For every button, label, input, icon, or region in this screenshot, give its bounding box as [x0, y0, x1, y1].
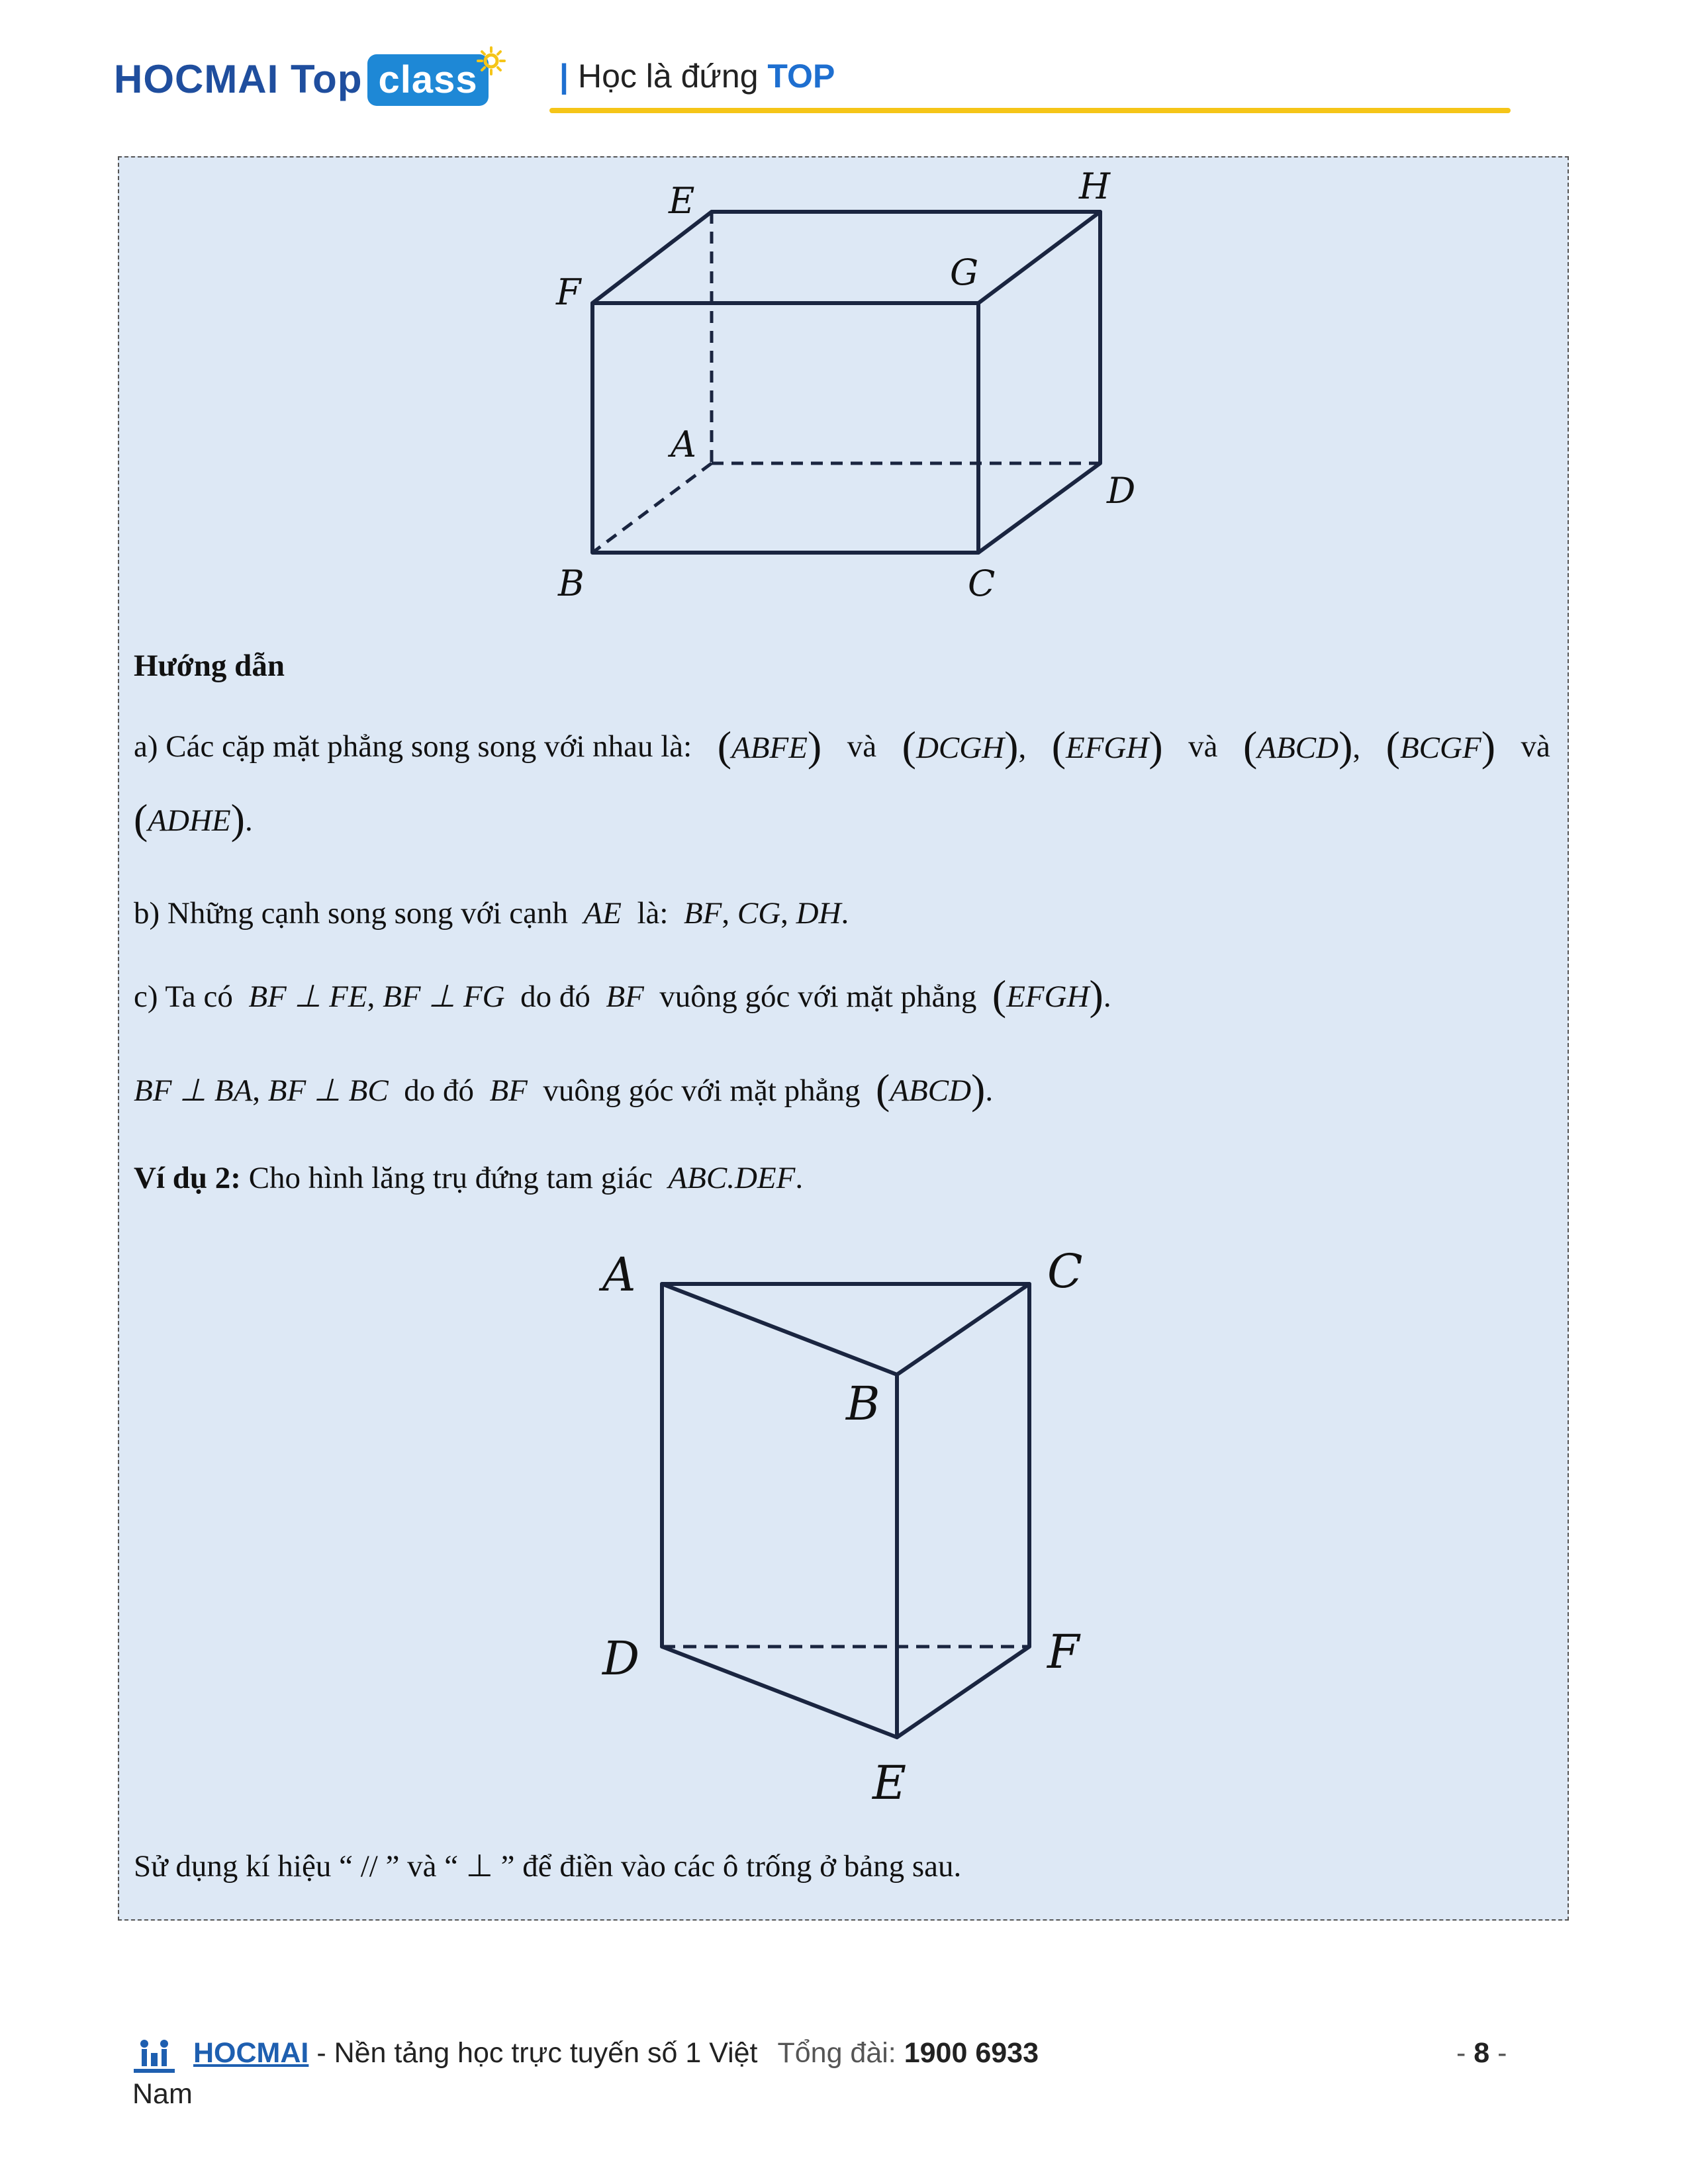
footer-brand-link[interactable]: HOCMAI [193, 2037, 309, 2069]
footer-slogan-continued: Nam [132, 2078, 193, 2110]
prism-figure [583, 1231, 1112, 1813]
edge-dh: DH [796, 896, 841, 931]
footer-slogan: - Nền tảng học trực tuyến số 1 Việt [308, 2037, 758, 2069]
header-tagline [559, 57, 835, 95]
vertex-label-f: F [556, 271, 581, 313]
page-prefix: - [1456, 2037, 1474, 2069]
tagline-bar: | [559, 58, 569, 95]
page-suffix: - [1489, 2037, 1507, 2069]
line-a-prefix: a) Các cặp mặt phẳng song song với nhau là: [134, 729, 692, 764]
solution-line-c: c) Ta có BF ⊥ FE, BF ⊥ FG do đó BF vuông góc với mặt phẳng (EFGH). [134, 972, 1111, 1019]
logo-top-text: Top [290, 57, 363, 101]
tagline-text: Học là đứng [578, 58, 759, 95]
plane-bcgf: BCGF [1399, 731, 1481, 765]
relation-bf-fg: BF ⊥ FG [383, 979, 505, 1014]
example-2-line: Ví dụ 2: Cho hình lăng trụ đứng tam giác ABC.DEF. [134, 1161, 804, 1195]
hocmai-footer-logo-icon [131, 2037, 177, 2078]
and-word: và [1188, 729, 1218, 764]
plane-abcd-2: ABCD [890, 1073, 972, 1108]
edge-bf: BF [683, 896, 722, 931]
line-c-prefix: c) Ta có [134, 979, 233, 1014]
example-2-text: Cho hình lăng trụ đứng tam giác [248, 1161, 653, 1195]
line-b-is: là: [637, 896, 669, 931]
logo-class-badge: class [367, 54, 488, 106]
plane-abcd: ABCD [1257, 731, 1339, 765]
vertex-label-c: C [968, 563, 996, 604]
header-rule [549, 108, 1511, 113]
brand-logo [114, 54, 489, 106]
vertex-label-d: D [1107, 470, 1136, 512]
vertex-label-f-2: F [1047, 1625, 1080, 1679]
line-c-so: do đó [520, 979, 590, 1014]
line-bf: BF [606, 979, 644, 1014]
plane-adhe: ADHE [148, 803, 231, 838]
vertex-label-a-2: A [602, 1248, 636, 1302]
cuboid-figure [530, 165, 1158, 615]
sun-icon [477, 46, 506, 75]
vertex-label-d-2: D [602, 1631, 640, 1686]
page-number-value: 8 [1474, 2037, 1490, 2069]
plane-efgh-2: EFGH [1006, 979, 1090, 1014]
solution-line-b: b) Những cạnh song song với cạnh AE là: BF, CG, DH. [134, 896, 849, 931]
and-word: và [847, 729, 877, 764]
logo-hocmai-text: HOCMAI [114, 57, 279, 101]
line-c-mid: vuông góc với mặt phẳng [659, 979, 977, 1014]
relation-bf-fe: BF ⊥ FE [248, 979, 367, 1014]
relation-bf-ba: BF ⊥ BA [134, 1073, 253, 1108]
tagline-top: TOP [767, 58, 835, 95]
line-d-so: do đó [404, 1073, 474, 1108]
and-word: và [1521, 729, 1550, 764]
footer-line [193, 2037, 1039, 2070]
plane-abfe: ABFE [731, 731, 808, 765]
line-b-prefix: b) Những cạnh song song với cạnh [134, 896, 569, 931]
hotline-label: Tổng đài: [777, 2037, 896, 2069]
vertex-label-e: E [669, 180, 695, 222]
vertex-label-h: H [1079, 165, 1111, 207]
vertex-label-g: G [950, 251, 979, 293]
line-d-mid: vuông góc với mặt phẳng [543, 1073, 861, 1108]
solution-line-a2: (ADHE). [134, 796, 253, 842]
vertex-label-e-2: E [872, 1756, 907, 1810]
vertex-label-b: B [558, 563, 585, 604]
plane-dcgh: DCGH [915, 731, 1005, 765]
example-2-solid: ABC.DEF [668, 1161, 796, 1195]
solution-line-d: BF ⊥ BA, BF ⊥ BC do đó BF vuông góc với mặt phẳng (ABCD). [134, 1066, 994, 1113]
relation-bf-bc: BF ⊥ BC [267, 1073, 389, 1108]
vertex-label-b-2: B [846, 1377, 880, 1431]
example-2-title: Ví dụ 2: [134, 1161, 241, 1195]
instruction-text: Sử dụng kí hiệu “ // ” và “ ⊥ ” để điền vào các ô trống ở bảng sau. [134, 1849, 962, 1884]
edge-cg: CG [737, 896, 781, 931]
plane-efgh: EFGH [1066, 731, 1149, 765]
hotline-number: 1900 6933 [904, 2037, 1039, 2069]
line-bf-2: BF [489, 1073, 528, 1108]
page-number [1456, 2037, 1507, 2070]
solution-line-a: a) Các cặp mặt phẳng song song với nhau là: (ABFE) và (DCGH), (EFGH) và (ABCD), (BCGF) và [134, 723, 1550, 770]
vertex-label-a: A [671, 424, 696, 465]
vertex-label-c-2: C [1047, 1244, 1083, 1298]
solution-heading: Hướng dẫn [134, 649, 285, 683]
edge-ae: AE [583, 896, 622, 931]
